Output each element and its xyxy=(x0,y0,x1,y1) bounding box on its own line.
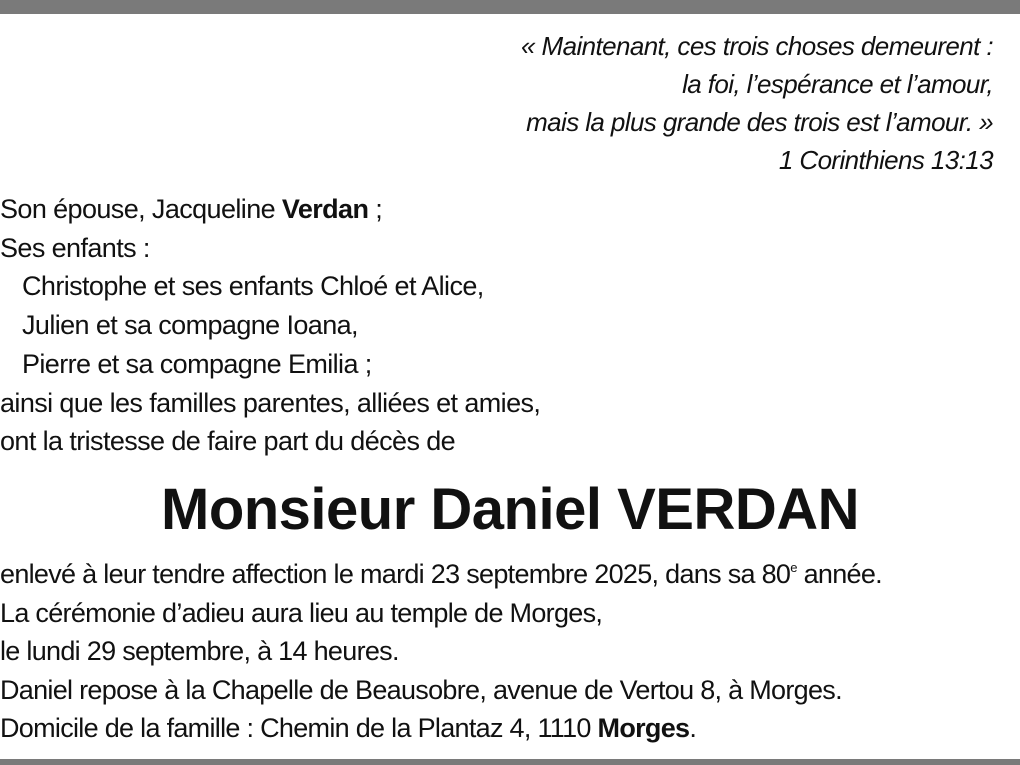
announcement-line: ont la tristesse de faire part du décès de xyxy=(0,426,456,457)
family-section xyxy=(0,190,540,461)
bible-quote xyxy=(521,27,993,179)
quote-line-3: mais la plus grande des trois est l’amour. » xyxy=(526,107,993,137)
quote-line-1: « Maintenant, ces trois choses demeurent : xyxy=(521,31,993,61)
ceremony-line-2: le lundi 29 septembre, à 14 heures. xyxy=(0,636,399,666)
quote-line-2: la foi, l’espérance et l’amour, xyxy=(682,69,993,99)
child-line: Christophe et ses enfants Chloé et Alice, xyxy=(22,271,484,302)
domicile-city: Morges xyxy=(597,713,690,743)
deceased-name: Monsieur Daniel VERDAN xyxy=(161,477,859,542)
spouse-surname: Verdan xyxy=(281,194,369,224)
details-section xyxy=(0,555,882,748)
domicile-line: Domicile de la famille : Chemin de la Plantaz 4, 1110 Morges. xyxy=(0,713,697,743)
child-line: Pierre et sa compagne Emilia ; xyxy=(22,348,372,379)
quote-reference: 1 Corinthiens 13:13 xyxy=(778,145,993,175)
spouse-line: Son épouse, Jacqueline Verdan ; xyxy=(0,194,383,224)
children-heading: Ses enfants : xyxy=(0,232,150,263)
child-line: Julien et sa compagne Ioana, xyxy=(22,310,358,341)
ordinal-suffix: e xyxy=(790,560,797,575)
extended-family-line: ainsi que les familles parentes, alliées et amies, xyxy=(0,387,541,418)
ceremony-line-1: La cérémonie d’adieu aura lieu au temple de Morges, xyxy=(0,597,603,628)
death-line: enlevé à leur tendre affection le mardi 23 septembre 2025, dans sa 80e année. xyxy=(0,559,882,589)
repose-line: Daniel repose à la Chapelle de Beausobre, avenue de Vertou 8, à Morges. xyxy=(0,674,842,705)
top-rule xyxy=(0,0,1020,14)
bottom-rule xyxy=(0,759,1020,765)
